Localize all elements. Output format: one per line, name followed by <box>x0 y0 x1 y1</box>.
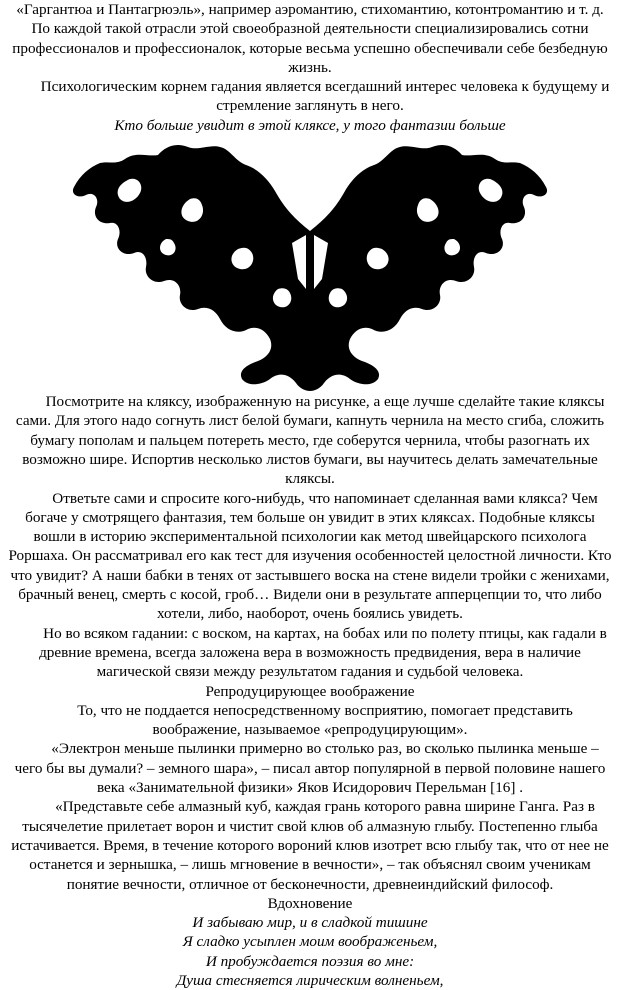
section-heading: Вдохновение <box>267 894 353 912</box>
inkblot-figure <box>8 139 612 391</box>
body-paragraph: «Электрон меньше пылинки примерно во столько раз, во сколько пылинка меньше – чего бы вы думали? – земного шара», – писал автор популярной в первой половине нашего века «Занимательной физики» Яков Исидорович Перельман [16] . <box>14 740 606 797</box>
poem-line: Я сладко усыплен моим воображеньем, <box>182 933 438 951</box>
figure-caption: Кто больше увидит в этой кляксе, у того фантазии больше <box>114 116 506 134</box>
poem-line: И забываю мир, и в сладкой тишине <box>192 914 428 932</box>
body-paragraph: «Представьте себе алмазный куб, каждая грань которого равна ширине Ганга. Раз в тысячелетие прилетает ворон и чистит свой клюв об алмазную глыбу. Постепенно глыба истачивается. Время, в течение которого вороний клюв изотрет всю глыбу так, что от нее не останется и зернышка, – лишь мгновение в вечности», – так объяснял своим ученикам понятие вечности, отличное от бесконечности, древнеиндийский философ. <box>11 798 609 893</box>
poem-line: И пробуждается поэзия во мне: <box>205 952 415 970</box>
body-paragraph: Ответьте сами и спросите кого-нибудь, что напоминает сделанная вами клякса? Чем богаче у смотрящего фантазия, тем больше он увидит в этих кляксах. Подобные кляксы вошли в историю экспериментальной психологии как метод швейцарского психолога Роршаха. Он рассматривал его как тест для изучения особенностей целостной личности. Кто что увидит? А наши бабки в тенях от застывшего воска на стене видели тройки с женихами, брачный венец, смерть с косой, гроб… Видели они в результате апперцепции то, что либо хотели, либо, наоборот, очень боялись увидеть. <box>8 489 612 623</box>
body-paragraph: То, что не поддается непосредственному восприятию, помогает представить воображение, называемое «репродуцирующим». <box>77 701 573 739</box>
body-paragraph: Посмотрите на кляксу, изображенную на рисунке, а еще лучше сделайте такие кляксы сами. Для этого надо согнуть лист белой бумаги, капнуть чернила на место сгиба, сложить бумагу пополам и пальцем потереть место, где соберутся чернила, чтобы разогнать их возможно шире. Испортив несколько листов бумаги, вы научитесь делать замечательные кляксы. <box>15 393 605 488</box>
intro-paragraph: «Гаргантюа и Пантагрюэль», например аэромантию, стихомантию, котонтромантию и т. д. По каждой такой отрасли этой своеобразной деятельности специализировались сотни профессионалов и профессионалок, которые весьма успешно обеспечивали себе безбедную жизнь. <box>12 1 608 76</box>
body-paragraph: Но во всяком гадании: с воском, на картах, на бобах или по полету птицы, как гадали в древние времена, всегда заложена вера в возможность предвидения, вера в наличие магической связи между результатом гадания и судьбой человека. <box>39 624 607 681</box>
intro-paragraph-2: Психологическим корнем гадания является всегдашний интерес человека к будущему и стремление заглянуть в него. <box>40 78 610 115</box>
rorschach-inkblot-image <box>70 139 550 391</box>
poem-line: Душа стесняется лирическим волненьем, <box>176 971 444 989</box>
section-heading: Репродуцирующее воображение <box>205 682 415 700</box>
